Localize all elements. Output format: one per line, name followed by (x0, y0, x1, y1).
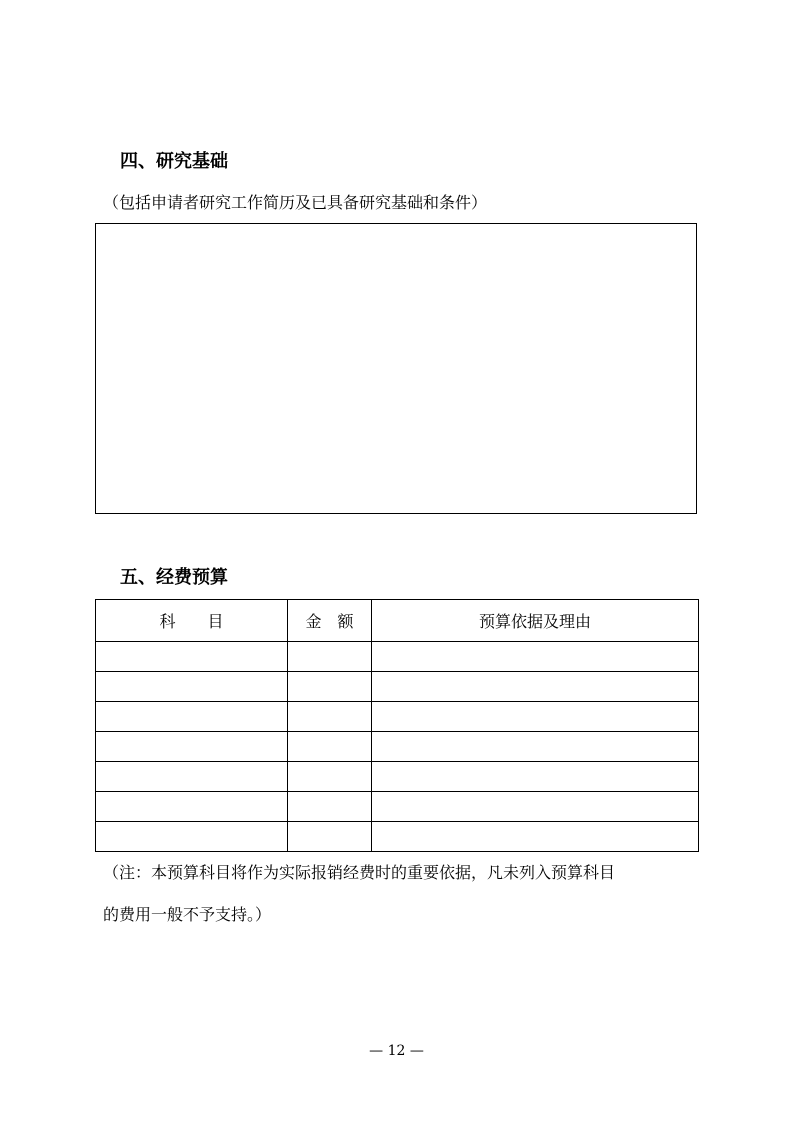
subject-cell[interactable] (96, 822, 288, 852)
subject-cell[interactable] (96, 702, 288, 732)
table-row (96, 672, 699, 702)
justification-cell[interactable] (372, 792, 699, 822)
amount-cell[interactable] (288, 642, 372, 672)
subject-cell[interactable] (96, 732, 288, 762)
subject-cell[interactable] (96, 642, 288, 672)
justification-cell[interactable] (372, 642, 699, 672)
subject-cell[interactable] (96, 792, 288, 822)
subject-cell[interactable] (96, 672, 288, 702)
budget-table-header-row (96, 600, 699, 642)
budget-note-line-1: （注：本预算科目将作为实际报销经费时的重要依据，凡未列入预算科目 (103, 863, 616, 882)
table-row (96, 762, 699, 792)
table-row (96, 732, 699, 762)
subject-cell[interactable] (96, 762, 288, 792)
justification-cell[interactable] (372, 732, 699, 762)
budget-note-line-2: 的费用一般不予支持。） (103, 905, 272, 924)
table-row (96, 792, 699, 822)
table-row (96, 822, 699, 852)
section-5-heading: 五、经费预算 (120, 567, 228, 588)
section-4-instruction: （包括申请者研究工作简历及已具备研究基础和条件） (103, 193, 488, 212)
justification-cell[interactable] (372, 702, 699, 732)
justification-cell[interactable] (372, 822, 699, 852)
column-header-justification: 预算依据及理由 (372, 600, 699, 642)
amount-cell[interactable] (288, 732, 372, 762)
justification-cell[interactable] (372, 762, 699, 792)
column-header-subject: 科 目 (96, 600, 288, 642)
amount-cell[interactable] (288, 792, 372, 822)
amount-cell[interactable] (288, 702, 372, 732)
amount-cell[interactable] (288, 822, 372, 852)
budget-table (95, 599, 699, 852)
amount-cell[interactable] (288, 762, 372, 792)
section-4-heading: 四、研究基础 (120, 151, 228, 172)
justification-cell[interactable] (372, 672, 699, 702)
table-row (96, 702, 699, 732)
research-foundation-input-box[interactable] (95, 223, 697, 514)
column-header-amount: 金 额 (288, 600, 372, 642)
amount-cell[interactable] (288, 672, 372, 702)
table-row (96, 642, 699, 672)
page-number: — 12 — (369, 1043, 424, 1059)
